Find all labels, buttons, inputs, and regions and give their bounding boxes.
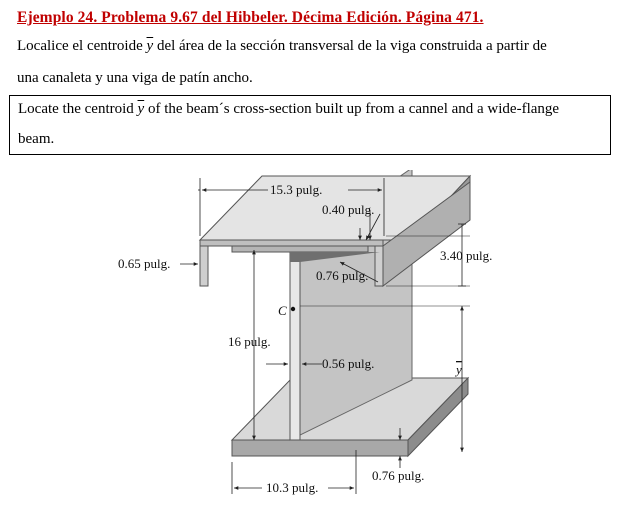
english-statement-line-1 — [18, 100, 559, 118]
beam-figure — [110, 170, 510, 506]
english-statement-line-2: beam. — [18, 131, 55, 147]
english-statement-post: of the beam´s cross-section built up from a cannel and a wide-flange — [147, 101, 560, 117]
dim-channel-flange-label: 0.65 pulg. — [118, 256, 171, 271]
centroid-label: C — [278, 303, 287, 318]
english-centroid-symbol: $\overline{y}$ — [137, 101, 145, 117]
dim-bottom-width-label: 10.3 pulg. — [266, 480, 319, 495]
dim-channel-depth-label: 3.40 pulg. — [440, 248, 493, 263]
english-statement-pre: Locate the centroid — [18, 101, 134, 117]
dim-top-flange-label: 0.76 pulg. — [316, 268, 369, 283]
english-statement-box — [9, 95, 611, 155]
dim-channel-web-label: 0.40 pulg. — [322, 202, 375, 217]
centroid-y-symbol: y — [456, 362, 462, 377]
spanish-statement-post: del área de la sección transversal de la viga construida a partir de — [156, 38, 547, 54]
dim-web-thickness-label: 0.56 pulg. — [322, 356, 375, 371]
spanish-statement-line-1 — [17, 37, 547, 55]
dim-channel-width-label: 15.3 pulg. — [270, 182, 323, 197]
centroid-dot — [291, 307, 295, 311]
dim-bottom-flange-label: 0.76 pulg. — [372, 468, 425, 483]
spanish-centroid-symbol: $\overline{y}$ — [146, 38, 154, 54]
page-title: Ejemplo 24. Problema 9.67 del Hibbeler. Décima Edición. Página 471. — [17, 9, 484, 26]
spanish-statement-line-2: una canaleta y una viga de patín ancho. — [17, 70, 253, 86]
dim-web-height-label: 16 pulg. — [228, 334, 271, 349]
spanish-statement-pre: Localice el centroide — [17, 38, 143, 54]
